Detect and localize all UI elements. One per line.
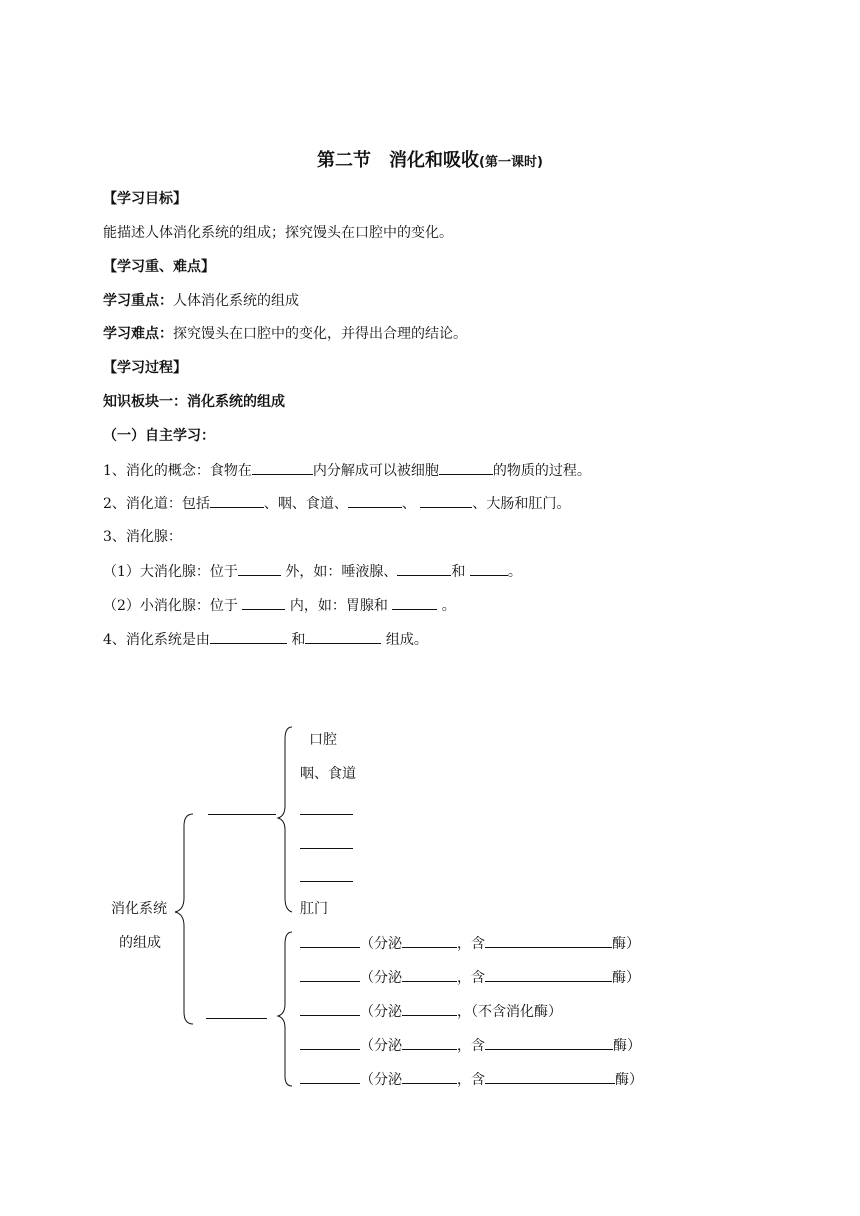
gland-2-name-blank[interactable] — [300, 968, 360, 982]
q2-text-d: 、大肠和肛门。 — [472, 496, 571, 512]
title-main: 第二节 消化和吸收 — [317, 150, 480, 171]
gland-3-open: （分泌 — [360, 1004, 402, 1020]
q3-2-text-c: 。 — [441, 598, 456, 614]
gland-1-contains: ，含 — [457, 936, 485, 952]
tract-blank-3[interactable] — [300, 881, 353, 882]
gland-5-close: 酶） — [615, 1072, 643, 1088]
gland-2-close: 酶） — [612, 970, 640, 986]
q4-text-a: 4、消化系统是由 — [103, 632, 210, 648]
gland-3-name-blank[interactable] — [300, 1002, 360, 1016]
gland-2-open: （分泌 — [360, 970, 402, 986]
gland-4-open: （分泌 — [360, 1038, 402, 1054]
process-heading: 【学习过程】 — [103, 360, 187, 376]
tract-brace — [278, 727, 292, 912]
gland-1-close: 酶） — [612, 936, 640, 952]
gland-4-secretion-blank[interactable] — [402, 1036, 457, 1050]
question-3: 3、消化腺： — [103, 529, 182, 545]
q1-text-b: 内分解成可以被细胞 — [312, 463, 439, 479]
q4-text-c: 组成。 — [385, 632, 428, 648]
gland-row-4 — [300, 1036, 641, 1055]
gland-1-enzyme-blank[interactable] — [485, 934, 612, 948]
gland-5-secretion-blank[interactable] — [402, 1070, 457, 1084]
key-point-text: 人体消化系统的组成 — [173, 293, 299, 309]
gland-2-contains: ，含 — [457, 970, 485, 986]
q3-1-text-d: 。 — [507, 564, 522, 580]
gland-row-1 — [300, 934, 640, 953]
q3-1-text-b: 外，如：唾液腺、 — [285, 564, 398, 580]
tract-item-anus: 肛门 — [300, 901, 328, 917]
q2-text-a: 2、消化道：包括 — [103, 496, 210, 512]
q2-text-c: 、 — [401, 496, 416, 512]
gland-5-open: （分泌 — [360, 1072, 402, 1088]
gland-5-contains: ，含 — [457, 1072, 485, 1088]
key-point-label: 学习重点： — [103, 293, 173, 309]
gland-4-close: 酶） — [613, 1038, 641, 1054]
gland-row-3 — [300, 1002, 562, 1021]
gland-brace — [278, 932, 292, 1086]
gland-5-name-blank[interactable] — [300, 1070, 360, 1084]
q3-1-text-a: （1）大消化腺：位于 — [103, 564, 238, 580]
difficulty-label: 学习难点： — [103, 326, 173, 342]
tract-blank-2[interactable] — [300, 848, 353, 849]
self-study-heading: （一）自主学习： — [103, 428, 215, 444]
q2-text-b: 、咽、食道、 — [263, 496, 348, 512]
tract-item-pharynx-esophagus: 咽、食道 — [300, 766, 356, 782]
gland-row-2 — [300, 968, 640, 987]
key-difficulty-heading: 【学习重、难点】 — [103, 259, 215, 275]
diagram-root-line2: 的组成 — [119, 935, 161, 951]
goal-text: 能描述人体消化系统的组成；探究馒头在口腔中的变化。 — [103, 225, 453, 241]
difficulty-text: 探究馒头在口腔中的变化，并得出合理的结论。 — [173, 326, 467, 342]
gland-4-enzyme-blank[interactable] — [485, 1036, 613, 1050]
gland-2-enzyme-blank[interactable] — [485, 968, 612, 982]
module-heading: 知识板块一：消化系统的组成 — [103, 394, 285, 410]
q4-text-b: 和 — [291, 632, 306, 648]
tract-item-oral-cavity: 口腔 — [309, 732, 337, 748]
gland-1-open: （分泌 — [360, 936, 402, 952]
diagram-root-line1: 消化系统 — [111, 901, 167, 917]
branch-gland-blank[interactable] — [206, 1018, 267, 1019]
q3-2-text-a: （2）小消化腺：位于 — [103, 598, 238, 614]
q1-text-a: 1、消化的概念：食物在 — [103, 463, 252, 479]
gland-2-secretion-blank[interactable] — [402, 968, 457, 982]
tract-blank-1[interactable] — [300, 814, 353, 815]
q3-2-text-b: 内，如：胃腺和 — [289, 598, 388, 614]
branch-tract-blank[interactable] — [208, 814, 276, 815]
gland-4-contains: ，含 — [457, 1038, 485, 1054]
gland-1-name-blank[interactable] — [300, 934, 360, 948]
gland-3-secretion-blank[interactable] — [402, 1002, 457, 1016]
q3-1-text-c: 和 — [451, 564, 466, 580]
gland-3-no-enzyme: ，（不含消化酶） — [457, 1004, 562, 1020]
q1-text-c: 的物质的过程。 — [492, 463, 591, 479]
root-brace — [175, 814, 193, 1024]
gland-4-name-blank[interactable] — [300, 1036, 360, 1050]
gland-row-5 — [300, 1070, 643, 1089]
goal-heading: 【学习目标】 — [103, 191, 187, 207]
gland-1-secretion-blank[interactable] — [402, 934, 457, 948]
title-sub: (第一课时) — [479, 155, 543, 170]
gland-5-enzyme-blank[interactable] — [485, 1070, 615, 1084]
